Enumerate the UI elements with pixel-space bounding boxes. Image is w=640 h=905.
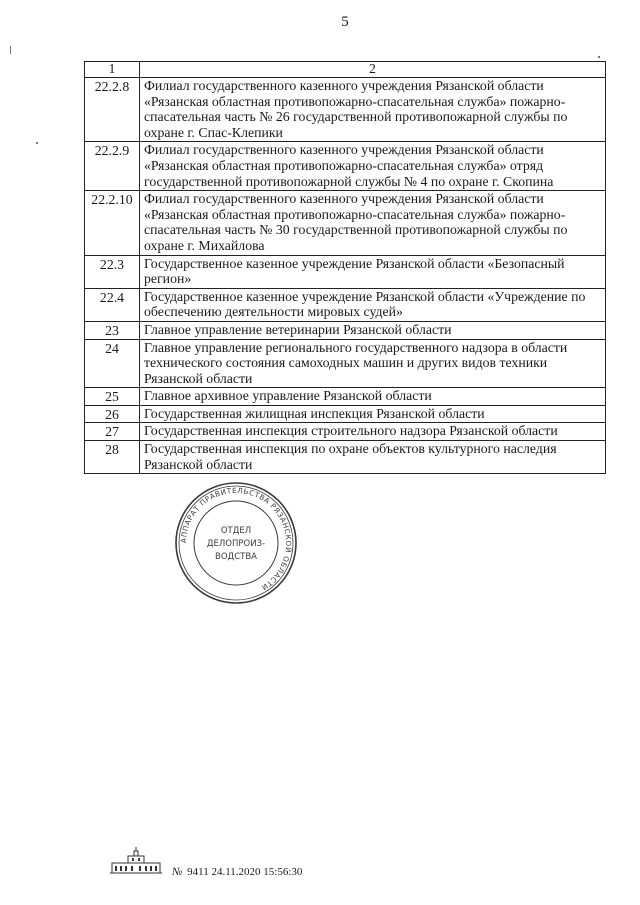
scan-mark: [36, 142, 38, 144]
row-organization-name: Государственное казенное учреждение Рязанской области «Учреждение по обеспечению деятельности мировых судей»: [140, 288, 606, 321]
stamp-ring-text: АППАРАТ ПРАВИТЕЛЬСТВА РЯЗАНСКОЙ ОБЛАСТИ: [178, 485, 294, 593]
row-number: 23: [85, 321, 140, 339]
scan-mark: [598, 56, 600, 58]
government-building-logo: [108, 846, 164, 876]
office-stamp: [173, 480, 299, 606]
table-row: [85, 339, 606, 388]
stamp-center-line: ВОДСТВА: [215, 552, 257, 562]
table-row: [85, 288, 606, 321]
row-organization-name: Государственная инспекция по охране объектов культурного наследия Рязанской области: [140, 441, 606, 474]
row-organization-name: Государственная жилищная инспекция Рязанской области: [140, 405, 606, 423]
registration-number-datetime: 9411 24.11.2020 15:56:30: [187, 866, 303, 878]
row-number: 25: [85, 388, 140, 406]
row-number: 22.4: [85, 288, 140, 321]
document-registration-stamp: [172, 866, 302, 878]
organizations-table: [84, 61, 606, 474]
row-organization-name: Государственная инспекция строительного надзора Рязанской области: [140, 423, 606, 441]
row-number: 22.3: [85, 255, 140, 288]
row-organization-name: Главное управление регионального государственного надзора в области технического состояния самоходных машин и других видов техники Рязанской области: [140, 339, 606, 388]
stamp-center-line: ОТДЕЛ: [220, 526, 252, 536]
row-number: 22.2.8: [85, 78, 140, 142]
table-row: [85, 441, 606, 474]
row-number: 22.2.9: [85, 142, 140, 191]
table-row: [85, 142, 606, 191]
column-header-name: 2: [140, 62, 606, 78]
row-organization-name: Государственное казенное учреждение Рязанской области «Безопасный регион»: [140, 255, 606, 288]
row-number: 22.2.10: [85, 191, 140, 255]
row-organization-name: Филиал государственного казенного учреждения Рязанской области «Рязанская областная противопожарно-спасательная служба» пожарно-спасательная часть № 26 государственной противопожарной службы по охране г. Спас-Клепики: [140, 78, 606, 142]
row-organization-name: Филиал государственного казенного учреждения Рязанской области «Рязанская областная противопожарно-спасательная служба» отряд государственной противопожарной службы № 4 по охране г. Скопина: [140, 142, 606, 191]
table-header-row: [85, 62, 606, 78]
row-number: 26: [85, 405, 140, 423]
row-organization-name: Главное архивное управление Рязанской области: [140, 388, 606, 406]
table-row: [85, 321, 606, 339]
row-organization-name: Главное управление ветеринарии Рязанской области: [140, 321, 606, 339]
row-number: 24: [85, 339, 140, 388]
table-row: [85, 423, 606, 441]
stamp-center-line: ДЕЛОПРОИЗ-: [206, 539, 266, 549]
table-row: [85, 78, 606, 142]
page-number: 5: [341, 14, 349, 30]
table-row: [85, 191, 606, 255]
table-row: [85, 405, 606, 423]
number-sign: №: [172, 866, 183, 878]
row-organization-name: Филиал государственного казенного учреждения Рязанской области «Рязанская областная противопожарно-спасательная служба» пожарно-спасательная часть № 30 государственной противопожарной службы по охране г. Михайлова: [140, 191, 606, 255]
row-number: 27: [85, 423, 140, 441]
column-header-number: 1: [85, 62, 140, 78]
row-number: 28: [85, 441, 140, 474]
table-row: [85, 255, 606, 288]
table-row: [85, 388, 606, 406]
scan-mark: [10, 46, 11, 54]
